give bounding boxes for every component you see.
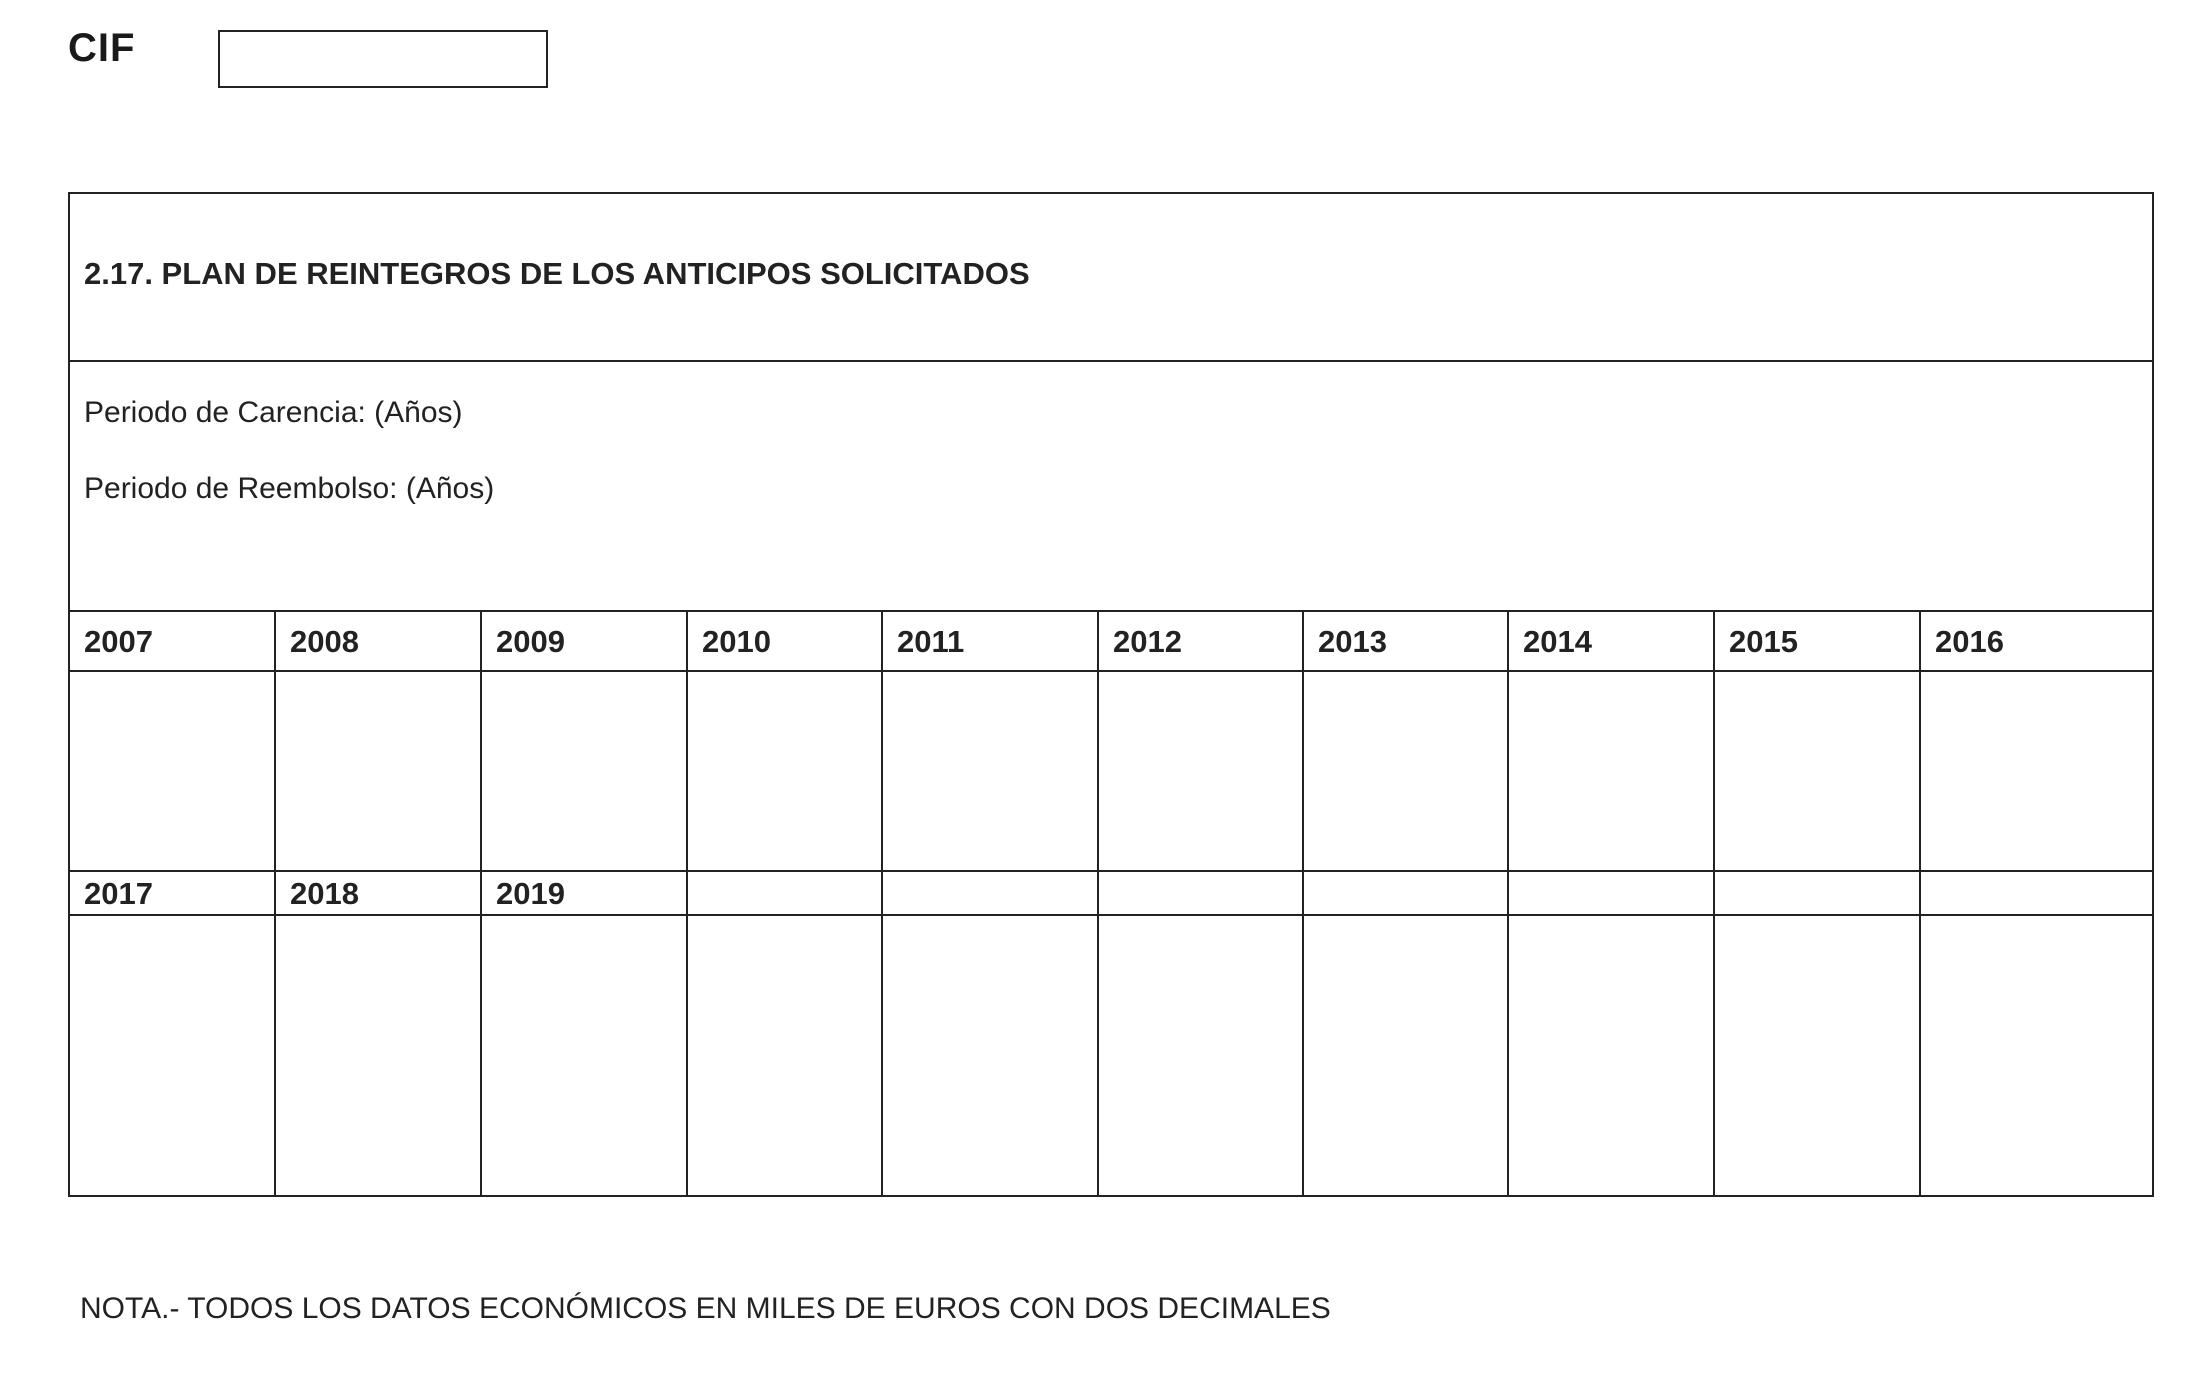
year-label: 2019 xyxy=(496,876,565,911)
value-cell[interactable] xyxy=(883,916,1099,1197)
value-cell[interactable] xyxy=(70,672,276,870)
year-grid xyxy=(70,612,2152,1197)
year-header-cell xyxy=(276,872,482,914)
value-cell[interactable] xyxy=(1099,672,1304,870)
reintegros-form xyxy=(68,192,2154,1197)
year-label: 2008 xyxy=(290,624,359,659)
year-header-cell xyxy=(482,872,688,914)
year-header-cell xyxy=(276,612,482,670)
section-header xyxy=(70,194,2152,362)
year-header-row-1 xyxy=(70,612,2152,672)
year-header-cell xyxy=(688,612,883,670)
year-header-cell xyxy=(1509,612,1715,670)
year-header-cell xyxy=(1304,612,1509,670)
value-cell[interactable] xyxy=(1304,672,1509,870)
value-cell[interactable] xyxy=(1715,916,1921,1197)
year-label: 2018 xyxy=(290,876,359,911)
value-cell[interactable] xyxy=(1509,672,1715,870)
year-values-row-1 xyxy=(70,672,2152,872)
value-cell[interactable] xyxy=(1921,672,2152,870)
periodo-reembolso-label: Periodo de Reembolso: (Años) xyxy=(84,472,495,505)
cif-label: CIF xyxy=(68,26,136,70)
value-cell[interactable] xyxy=(1099,916,1304,1197)
value-cell[interactable] xyxy=(276,672,482,870)
value-cell[interactable] xyxy=(482,672,688,870)
year-values-row-2 xyxy=(70,916,2152,1197)
value-cell[interactable] xyxy=(482,916,688,1197)
year-header-cell xyxy=(70,612,276,670)
value-cell[interactable] xyxy=(1715,672,1921,870)
year-header-cell xyxy=(883,872,1099,914)
year-header-cell xyxy=(1509,872,1715,914)
year-header-cell xyxy=(1099,612,1304,670)
value-cell[interactable] xyxy=(883,672,1099,870)
year-label: 2013 xyxy=(1318,624,1387,659)
year-header-cell xyxy=(1921,612,2152,670)
year-header-cell xyxy=(1304,872,1509,914)
year-header-cell xyxy=(688,872,883,914)
periodo-carencia-label: Periodo de Carencia: (Años) xyxy=(84,396,463,429)
year-label: 2014 xyxy=(1523,624,1592,659)
value-cell[interactable] xyxy=(1509,916,1715,1197)
year-header-cell xyxy=(883,612,1099,670)
value-cell[interactable] xyxy=(1921,916,2152,1197)
year-label: 2009 xyxy=(496,624,565,659)
value-cell[interactable] xyxy=(688,916,883,1197)
year-header-cell xyxy=(70,872,276,914)
year-header-cell xyxy=(1715,872,1921,914)
year-header-cell xyxy=(1921,872,2152,914)
year-label: 2007 xyxy=(84,624,153,659)
year-header-row-2 xyxy=(70,872,2152,916)
periods-block xyxy=(70,362,2152,612)
value-cell[interactable] xyxy=(1304,916,1509,1197)
year-header-cell xyxy=(482,612,688,670)
section-title: 2.17. PLAN DE REINTEGROS DE LOS ANTICIPOS SOLICITADOS xyxy=(84,256,1030,291)
year-label: 2010 xyxy=(702,624,771,659)
year-label: 2011 xyxy=(897,624,965,659)
value-cell[interactable] xyxy=(688,672,883,870)
value-cell[interactable] xyxy=(70,916,276,1197)
cif-input-box[interactable] xyxy=(218,30,548,88)
year-header-cell xyxy=(1099,872,1304,914)
year-label: 2017 xyxy=(84,876,153,911)
year-label: 2016 xyxy=(1935,624,2004,659)
footer-note: NOTA.- TODOS LOS DATOS ECONÓMICOS EN MILES DE EUROS CON DOS DECIMALES xyxy=(80,1292,1331,1325)
year-label: 2015 xyxy=(1729,624,1798,659)
value-cell[interactable] xyxy=(276,916,482,1197)
year-label: 2012 xyxy=(1113,624,1182,659)
year-header-cell xyxy=(1715,612,1921,670)
